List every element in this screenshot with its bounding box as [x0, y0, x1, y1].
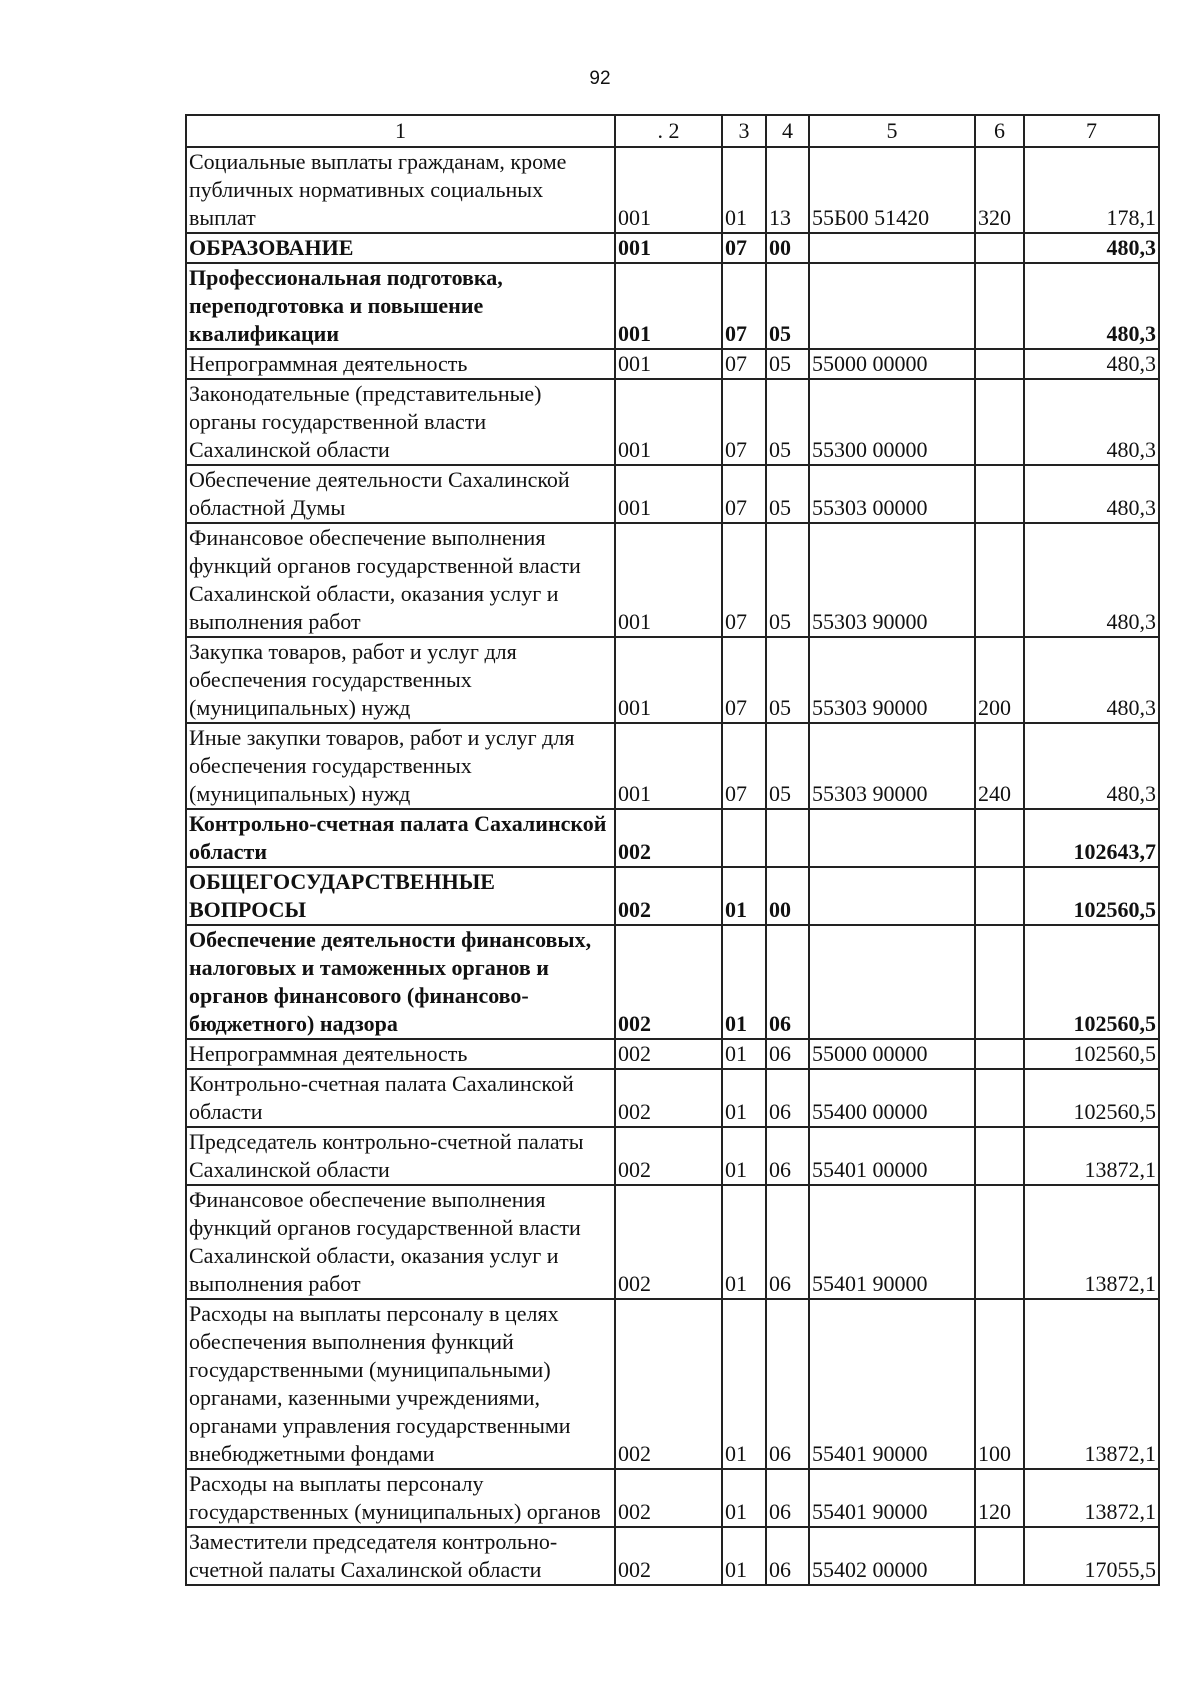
row-expense-type	[975, 809, 1024, 867]
row-target-code: 55402 00000	[809, 1527, 975, 1585]
column-header-7: 7	[1024, 115, 1159, 147]
row-expense-type	[975, 925, 1024, 1039]
column-header-3: 3	[722, 115, 766, 147]
row-expense-type	[975, 1069, 1024, 1127]
row-target-code	[809, 925, 975, 1039]
row-target-code	[809, 809, 975, 867]
row-name: Обеспечение деятельности финансовых, налоговых и таможенных органов и органов финансового (финансово-бюджетного) надзора	[186, 925, 615, 1039]
column-header-4: 4	[766, 115, 809, 147]
table-row	[186, 809, 1159, 867]
table-row	[186, 723, 1159, 809]
column-header-1: 1	[186, 115, 615, 147]
row-expense-type	[975, 349, 1024, 379]
row-subsection-code: 06	[766, 925, 809, 1039]
row-subsection-code: 05	[766, 349, 809, 379]
row-target-code: 55401 00000	[809, 1127, 975, 1185]
row-section-code	[722, 809, 766, 867]
row-subsection-code: 06	[766, 1127, 809, 1185]
row-target-code: 55000 00000	[809, 1039, 975, 1069]
row-amount: 480,3	[1024, 349, 1159, 379]
row-subsection-code: 00	[766, 233, 809, 263]
row-expense-type: 100	[975, 1299, 1024, 1469]
row-expense-type: 320	[975, 147, 1024, 233]
row-target-code: 55000 00000	[809, 349, 975, 379]
table-row	[186, 349, 1159, 379]
row-expense-type: 200	[975, 637, 1024, 723]
row-section-code: 07	[722, 637, 766, 723]
table-row	[186, 1069, 1159, 1127]
row-section-code: 01	[722, 1469, 766, 1527]
row-target-code: 55400 00000	[809, 1069, 975, 1127]
row-section-code: 01	[722, 1185, 766, 1299]
row-target-code	[809, 867, 975, 925]
row-amount: 13872,1	[1024, 1469, 1159, 1527]
row-name: Непрограммная деятельность	[186, 1039, 615, 1069]
row-admin-code: 002	[615, 809, 722, 867]
row-section-code: 01	[722, 1127, 766, 1185]
row-target-code: 55303 90000	[809, 723, 975, 809]
row-subsection-code: 06	[766, 1527, 809, 1585]
row-amount: 13872,1	[1024, 1185, 1159, 1299]
row-section-code: 07	[722, 263, 766, 349]
row-amount: 480,3	[1024, 523, 1159, 637]
row-subsection-code: 00	[766, 867, 809, 925]
row-section-code: 01	[722, 925, 766, 1039]
row-subsection-code: 06	[766, 1299, 809, 1469]
row-target-code	[809, 233, 975, 263]
row-expense-type	[975, 523, 1024, 637]
column-header-5: 5	[809, 115, 975, 147]
table-row	[186, 1127, 1159, 1185]
table-row	[186, 1469, 1159, 1527]
table-row	[186, 233, 1159, 263]
row-expense-type: 120	[975, 1469, 1024, 1527]
row-expense-type: 240	[975, 723, 1024, 809]
row-expense-type	[975, 233, 1024, 263]
column-number-row	[186, 115, 1159, 147]
row-amount: 102560,5	[1024, 1039, 1159, 1069]
row-subsection-code: 06	[766, 1039, 809, 1069]
row-subsection-code: 05	[766, 465, 809, 523]
row-name: Финансовое обеспечение выполнения функций органов государственной власти Сахалинской области, оказания услуг и выполнения работ	[186, 523, 615, 637]
table-row	[186, 867, 1159, 925]
table-row	[186, 1039, 1159, 1069]
row-amount: 13872,1	[1024, 1299, 1159, 1469]
table-row	[186, 379, 1159, 465]
row-target-code: 55401 90000	[809, 1299, 975, 1469]
row-subsection-code: 06	[766, 1069, 809, 1127]
row-section-code: 07	[722, 723, 766, 809]
row-admin-code: 001	[615, 637, 722, 723]
row-name: ОБРАЗОВАНИЕ	[186, 233, 615, 263]
row-target-code: 55401 90000	[809, 1185, 975, 1299]
row-admin-code: 001	[615, 147, 722, 233]
row-admin-code: 001	[615, 233, 722, 263]
table-row	[186, 1185, 1159, 1299]
row-subsection-code: 05	[766, 723, 809, 809]
table-row	[186, 1527, 1159, 1585]
row-target-code: 55303 90000	[809, 523, 975, 637]
row-section-code: 07	[722, 349, 766, 379]
row-admin-code: 002	[615, 1527, 722, 1585]
table-row	[186, 465, 1159, 523]
row-expense-type	[975, 379, 1024, 465]
row-name: Закупка товаров, работ и услуг для обеспечения государственных (муниципальных) нужд	[186, 637, 615, 723]
table-row	[186, 925, 1159, 1039]
row-name: Законодательные (представительные) органы государственной власти Сахалинской области	[186, 379, 615, 465]
row-section-code: 07	[722, 233, 766, 263]
table-body	[186, 147, 1159, 1585]
budget-table	[185, 114, 1160, 1586]
row-name: Обеспечение деятельности Сахалинской областной Думы	[186, 465, 615, 523]
row-name: Расходы на выплаты персоналу государственных (муниципальных) органов	[186, 1469, 615, 1527]
table-row	[186, 263, 1159, 349]
row-expense-type	[975, 1039, 1024, 1069]
row-subsection-code: 05	[766, 637, 809, 723]
row-name: Председатель контрольно-счетной палаты Сахалинской области	[186, 1127, 615, 1185]
row-admin-code: 001	[615, 465, 722, 523]
row-section-code: 01	[722, 1299, 766, 1469]
row-target-code: 55401 90000	[809, 1469, 975, 1527]
row-section-code: 01	[722, 1069, 766, 1127]
row-expense-type	[975, 263, 1024, 349]
column-header-2: . 2	[615, 115, 722, 147]
row-name: Контрольно-счетная палата Сахалинской области	[186, 1069, 615, 1127]
row-target-code: 55303 00000	[809, 465, 975, 523]
row-target-code	[809, 263, 975, 349]
row-section-code: 07	[722, 523, 766, 637]
table-row	[186, 147, 1159, 233]
row-admin-code: 002	[615, 1469, 722, 1527]
row-amount: 480,3	[1024, 723, 1159, 809]
table-row	[186, 637, 1159, 723]
row-section-code: 07	[722, 379, 766, 465]
row-expense-type	[975, 1127, 1024, 1185]
row-section-code: 01	[722, 867, 766, 925]
row-name: Контрольно-счетная палата Сахалинской области	[186, 809, 615, 867]
row-amount: 102560,5	[1024, 1069, 1159, 1127]
row-subsection-code: 06	[766, 1469, 809, 1527]
row-subsection-code: 05	[766, 379, 809, 465]
row-name: Социальные выплаты гражданам, кроме публичных нормативных социальных выплат	[186, 147, 615, 233]
row-name: Заместители председателя контрольно-счетной палаты Сахалинской области	[186, 1527, 615, 1585]
row-amount: 480,3	[1024, 637, 1159, 723]
row-name: Расходы на выплаты персоналу в целях обеспечения выполнения функций государственными (муниципальными) органами, казенными учреждениями, органами управления государственными внебюджетными фондами	[186, 1299, 615, 1469]
row-subsection-code: 06	[766, 1185, 809, 1299]
table-row	[186, 1299, 1159, 1469]
row-section-code: 01	[722, 1527, 766, 1585]
row-amount: 13872,1	[1024, 1127, 1159, 1185]
row-subsection-code: 05	[766, 263, 809, 349]
row-amount: 480,3	[1024, 263, 1159, 349]
page-number: 92	[589, 68, 611, 89]
row-subsection-code	[766, 809, 809, 867]
row-amount: 480,3	[1024, 233, 1159, 263]
row-admin-code: 001	[615, 379, 722, 465]
row-admin-code: 002	[615, 1127, 722, 1185]
row-section-code: 01	[722, 147, 766, 233]
row-admin-code: 002	[615, 867, 722, 925]
row-section-code: 07	[722, 465, 766, 523]
row-admin-code: 001	[615, 723, 722, 809]
column-header-6: 6	[975, 115, 1024, 147]
row-admin-code: 002	[615, 1185, 722, 1299]
row-expense-type	[975, 867, 1024, 925]
row-target-code: 55303 90000	[809, 637, 975, 723]
row-admin-code: 002	[615, 1039, 722, 1069]
table-row	[186, 523, 1159, 637]
row-admin-code: 002	[615, 1299, 722, 1469]
row-amount: 102560,5	[1024, 925, 1159, 1039]
row-admin-code: 001	[615, 349, 722, 379]
row-subsection-code: 05	[766, 523, 809, 637]
row-amount: 17055,5	[1024, 1527, 1159, 1585]
row-admin-code: 002	[615, 1069, 722, 1127]
row-amount: 480,3	[1024, 379, 1159, 465]
row-name: Иные закупки товаров, работ и услуг для обеспечения государственных (муниципальных) нужд	[186, 723, 615, 809]
row-name: Непрограммная деятельность	[186, 349, 615, 379]
row-amount: 102643,7	[1024, 809, 1159, 867]
row-admin-code: 002	[615, 925, 722, 1039]
row-subsection-code: 13	[766, 147, 809, 233]
row-admin-code: 001	[615, 263, 722, 349]
row-target-code: 55Б00 51420	[809, 147, 975, 233]
row-target-code: 55300 00000	[809, 379, 975, 465]
row-section-code: 01	[722, 1039, 766, 1069]
row-expense-type	[975, 1185, 1024, 1299]
row-amount: 178,1	[1024, 147, 1159, 233]
row-admin-code: 001	[615, 523, 722, 637]
row-amount: 102560,5	[1024, 867, 1159, 925]
row-expense-type	[975, 465, 1024, 523]
row-amount: 480,3	[1024, 465, 1159, 523]
row-name: Финансовое обеспечение выполнения функций органов государственной власти Сахалинской области, оказания услуг и выполнения работ	[186, 1185, 615, 1299]
row-name: ОБЩЕГОСУДАРСТВЕННЫЕ ВОПРОСЫ	[186, 867, 615, 925]
row-expense-type	[975, 1527, 1024, 1585]
row-name: Профессиональная подготовка, переподготовка и повышение квалификации	[186, 263, 615, 349]
